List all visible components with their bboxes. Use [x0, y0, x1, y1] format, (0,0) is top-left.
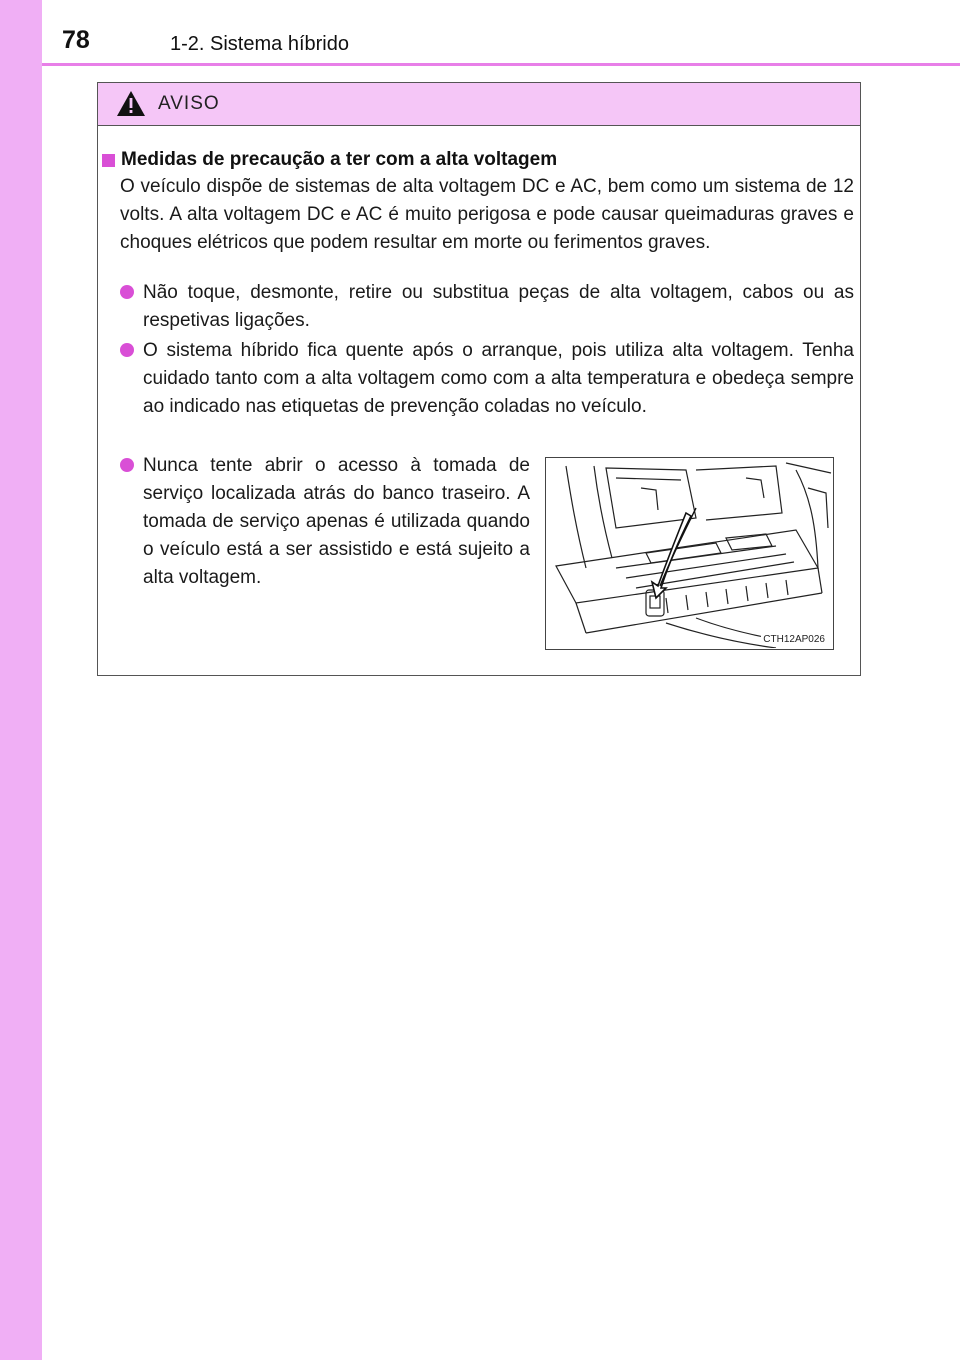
bullet-text: Nunca tente abrir o acesso à tomada de serviço localizada atrás do banco traseiro. A tomada de serviço apenas é utilizada quando o veículo está a ser assistido e está sujeito a alta voltagem. [143, 455, 530, 588]
page-number: 78 [62, 26, 90, 54]
list-item [120, 452, 530, 592]
list-item [120, 279, 854, 335]
warning-subheading [102, 149, 557, 171]
bullet-dot-icon [120, 343, 134, 357]
warning-triangle-icon [116, 90, 146, 117]
header-divider [42, 63, 960, 66]
list-item [120, 337, 854, 421]
warning-content [98, 127, 860, 675]
square-bullet-icon [102, 154, 115, 167]
bullet-text: O sistema híbrido fica quente após o arranque, pois utiliza alta voltagem. Tenha cuidado tanto com a alta voltagem como com a alta temperatura e obedeça sempre ao indicado nas etiquetas de prevenção coladas no veículo. [143, 340, 854, 417]
side-color-strip [0, 0, 42, 1360]
warning-title: AVISO [158, 93, 220, 114]
bullet-dot-icon [120, 285, 134, 299]
warning-header [98, 83, 860, 126]
rear-seat-drawing [546, 458, 832, 648]
section-title: 1-2. Sistema híbrido [170, 33, 349, 55]
intro-paragraph: O veículo dispõe de sistemas de alta voltagem DC e AC, bem como um sistema de 12 volts. A alta voltagem DC e AC é muito perigosa e pode causar queimaduras graves e choques elétricos que podem resultar em morte ou ferimentos graves. [120, 176, 854, 253]
service-plug-illustration [545, 457, 834, 650]
bullet-dot-icon [120, 458, 134, 472]
bullet-text: Não toque, desmonte, retire ou substitua peças de alta voltagem, cabos ou as respetivas ligações. [143, 282, 854, 331]
figure-code: CTH12AP026 [763, 634, 825, 645]
warning-box [97, 82, 861, 676]
subheading-text: Medidas de precaução a ter com a alta voltagem [121, 149, 558, 170]
